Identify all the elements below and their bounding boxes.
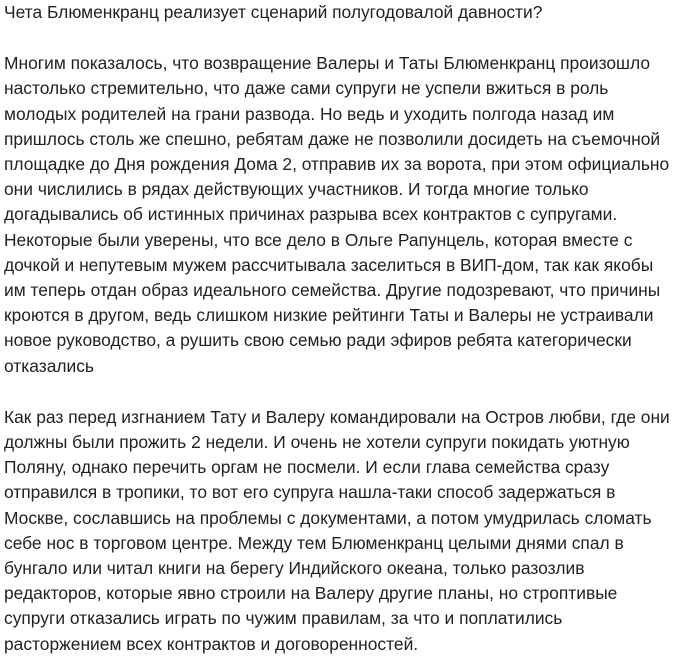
paragraph-line: им теперь отдан образ идеального семейства. Другие подозревают, что причины [4,280,661,301]
paragraph-line: пришлось столь же спешно, ребятам даже не позволили досидеть на съемочной [4,128,661,149]
paragraph-line: Поляну, однако перечить оргам не посмели. И если глава семейства сразу [4,457,610,478]
paragraph-line: бунгало или читал книги на берегу Индийского океана, только разозлив [4,558,585,579]
paragraph-line: они числились в рядах действующих участников. И тогда многие только [4,179,589,200]
article-paragraph-2 [4,405,689,657]
article-title [4,0,689,25]
paragraph-line: новое руководство, а рушить свою семью ради эфиров ребята категорически [4,330,632,351]
paragraph-line: отказались [4,355,94,376]
paragraph-line: должны были прожить 2 недели. И очень не хотели супруги покидать уютную [4,432,630,453]
paragraph-line: кроются в другом, ведь слишком низкие рейтинги Таты и Валеры не устраивали [4,305,654,326]
paragraph-line: себе нос в торговом центре. Между тем Блюменкранц целыми днями спал в [4,532,624,553]
paragraph-line: Многим показалось, что возвращение Валеры и Таты Блюменкранц произошло [4,53,651,74]
paragraph-line: отправился в тропики, то вот его супруга нашла-таки способ задержаться в [4,482,616,503]
paragraph-line: Москве, сославшись на проблемы с документами, а потом умудрилась сломать [4,507,652,528]
paragraph-line: Как раз перед изгнанием Тату и Валеру командировали на Остров любви, где они [4,406,670,427]
paragraph-line: расторжением всех контрактов и договоренностей. [4,633,419,654]
paragraph-line: супруги отказались играть по чужим правилам, за что и поплатились [4,608,563,629]
paragraph-line: догадывались об истинных причинах разрыва всех контрактов с супругами. [4,204,618,225]
paragraph-line: редакторов, которые явно строили на Валеру другие планы, но строптивые [4,583,618,604]
paragraph-line: молодых родителей на грани развода. Но ведь и уходить полгода назад им [4,103,615,124]
article-title-text: Чета Блюменкранц реализует сценарий полугодовалой давности? [4,2,543,22]
paragraph-line: настолько стремительно, что даже сами супруги не успели вжиться в роль [4,78,609,99]
article-paragraph-1 [4,51,689,379]
paragraph-line: площадке до Дня рождения Дома 2, отправив их за ворота, при этом официально [4,154,670,175]
paragraph-line: Некоторые были уверены, что все дело в Ольге Рапунцель, которая вместе с [4,229,633,250]
paragraph-line: дочкой и непутевым мужем рассчитывала заселиться в ВИП-дом, так как якобы [4,254,654,275]
